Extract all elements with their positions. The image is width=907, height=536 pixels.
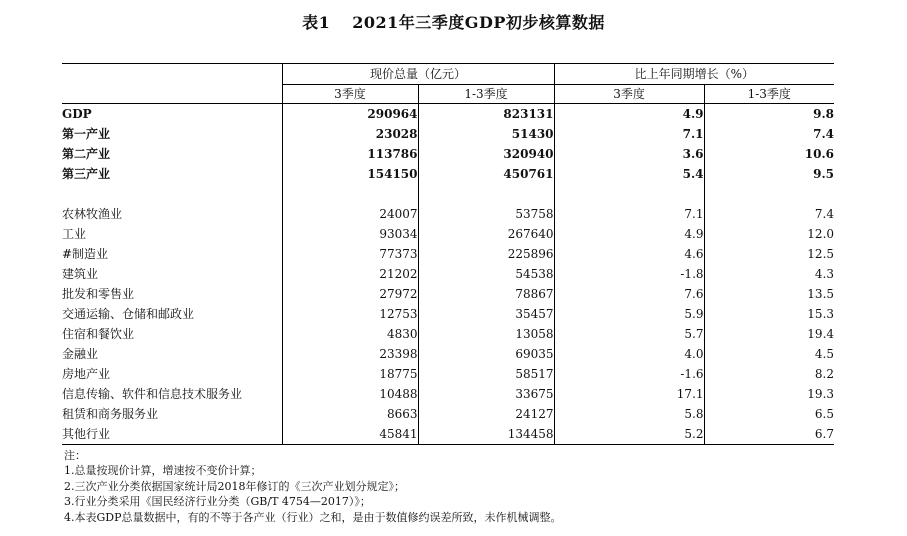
growth-q3-cell: 4.0 [554,344,704,364]
table-row [62,244,834,264]
value-q1-3-cell: 134458 [418,424,554,445]
growth-q3-cell: 7.1 [554,204,704,224]
growth-q1-3-cell: 6.7 [704,424,834,445]
row-name: #制造业 [62,247,109,261]
value-q3-cell: 290964 [282,104,418,125]
header-row-group [62,64,834,85]
value-q1-3-cell: 35457 [418,304,554,324]
value-q3-cell: 24007 [282,204,418,224]
header-value-group: 现价总量（亿元） [282,64,554,85]
value-q1-3-cell: 69035 [418,344,554,364]
value-q1-3-cell: 320940 [418,144,554,164]
value-q1-3-cell: 53758 [418,204,554,224]
value-q3-cell: 23028 [282,124,418,144]
value-q1-3-cell: 33675 [418,384,554,404]
table-row [62,204,834,224]
table-notes [64,448,562,525]
value-q1-3-cell: 54538 [418,264,554,284]
value-q1-3-cell: 51430 [418,124,554,144]
value-q1-3-cell: 24127 [418,404,554,424]
value-q3-cell: 18775 [282,364,418,384]
growth-q1-3-cell: 19.3 [704,384,834,404]
value-q3-cell: 77373 [282,244,418,264]
row-name: 批发和零售业 [62,287,135,301]
table-row [62,224,834,244]
table-row [62,424,834,445]
growth-q1-3-cell: 9.8 [704,104,834,125]
row-name: 信息传输、软件和信息技术服务业 [62,387,243,401]
growth-q3-cell: 4.6 [554,244,704,264]
growth-q1-3-cell: 6.5 [704,404,834,424]
growth-q3-cell: 7.1 [554,124,704,144]
value-q3-cell: 27972 [282,284,418,304]
row-name: 农林牧渔业 [62,207,123,221]
value-q1-3-cell: 13058 [418,324,554,344]
header-growth-q1-3: 1-3季度 [704,85,834,104]
growth-q1-3-cell: 12.0 [704,224,834,244]
value-q3-cell: 4830 [282,324,418,344]
growth-q3-cell: 17.1 [554,384,704,404]
row-name: 工业 [62,227,87,241]
growth-q1-3-cell: 12.5 [704,244,834,264]
table-row [62,144,834,164]
table-title [0,10,907,33]
spacer-cell [554,184,704,204]
growth-q3-cell: 5.8 [554,404,704,424]
value-q1-3-cell: 450761 [418,164,554,184]
spacer-cell [62,184,282,204]
growth-q1-3-cell: 9.5 [704,164,834,184]
row-name: 建筑业 [62,267,99,281]
value-q1-3-cell: 225896 [418,244,554,264]
table-row [62,284,834,304]
table-row [62,344,834,364]
row-name: 房地产业 [62,367,111,381]
value-q3-cell: 10488 [282,384,418,404]
spacer-cell [282,184,418,204]
value-q3-cell: 12753 [282,304,418,324]
value-q1-3-cell: 78867 [418,284,554,304]
table-row [62,324,834,344]
table-row [62,304,834,324]
row-name: 租赁和商务服务业 [62,407,159,421]
row-name: 第二产业 [62,147,111,161]
growth-q3-cell: -1.6 [554,364,704,384]
row-name: 交通运输、仓储和邮政业 [62,307,195,321]
growth-q3-cell: 7.6 [554,284,704,304]
spacer-row [62,184,834,204]
row-name: 第一产业 [62,127,111,141]
table-row [62,384,834,404]
note-2: 2.三次产业分类依据国家统计局2018年修订的《三次产业划分规定》； [64,479,405,493]
growth-q1-3-cell: 7.4 [704,124,834,144]
spacer-cell [418,184,554,204]
growth-q3-cell: 4.9 [554,224,704,244]
row-name: 第三产业 [62,167,111,181]
value-q3-cell: 154150 [282,164,418,184]
growth-q1-3-cell: 4.3 [704,264,834,284]
value-q3-cell: 8663 [282,404,418,424]
table-row [62,104,834,125]
header-value-q3: 3季度 [282,85,418,104]
note-4: 4.本表GDP总量数据中，有的不等于各产业（行业）之和，是由于数值修约误差所致，未作机械调整。 [64,510,562,524]
note-3: 3.行业分类采用《国民经济行业分类（GB/T 4754—2017）》； [64,495,371,509]
value-q1-3-cell: 823131 [418,104,554,125]
growth-q3-cell: -1.8 [554,264,704,284]
growth-q3-cell: 5.7 [554,324,704,344]
table-row [62,264,834,284]
value-q1-3-cell: 267640 [418,224,554,244]
value-q3-cell: 45841 [282,424,418,445]
growth-q3-cell: 5.2 [554,424,704,445]
note-heading: 注： [64,449,86,462]
note-1: 1.总量按现价计算，增速按不变价计算； [64,464,262,478]
spacer-cell [704,184,834,204]
table-row [62,164,834,184]
growth-q3-cell: 5.9 [554,304,704,324]
value-q3-cell: 93034 [282,224,418,244]
header-growth-group: 比上年同期增长（%） [554,64,834,85]
growth-q1-3-cell: 13.5 [704,284,834,304]
growth-q1-3-cell: 19.4 [704,324,834,344]
growth-q1-3-cell: 15.3 [704,304,834,324]
row-name: 金融业 [62,347,99,361]
row-name: 住宿和餐饮业 [62,327,135,341]
growth-q3-cell: 4.9 [554,104,704,125]
growth-q1-3-cell: 7.4 [704,204,834,224]
table-number: 表1 [302,13,331,32]
growth-q3-cell: 3.6 [554,144,704,164]
growth-q1-3-cell: 8.2 [704,364,834,384]
row-name: 其他行业 [62,424,282,445]
table-title-text: 2021年三季度GDP初步核算数据 [352,13,605,32]
growth-q3-cell: 5.4 [554,164,704,184]
value-q1-3-cell: 58517 [418,364,554,384]
value-q3-cell: 21202 [282,264,418,284]
table-row [62,364,834,384]
value-q3-cell: 113786 [282,144,418,164]
table-row [62,404,834,424]
value-q3-cell: 23398 [282,344,418,364]
header-value-q1-3: 1-3季度 [418,85,554,104]
header-growth-q3: 3季度 [554,85,704,104]
row-name: GDP [62,107,92,121]
growth-q1-3-cell: 4.5 [704,344,834,364]
gdp-table [62,63,834,445]
header-blank [62,64,282,104]
table-row [62,124,834,144]
growth-q1-3-cell: 10.6 [704,144,834,164]
